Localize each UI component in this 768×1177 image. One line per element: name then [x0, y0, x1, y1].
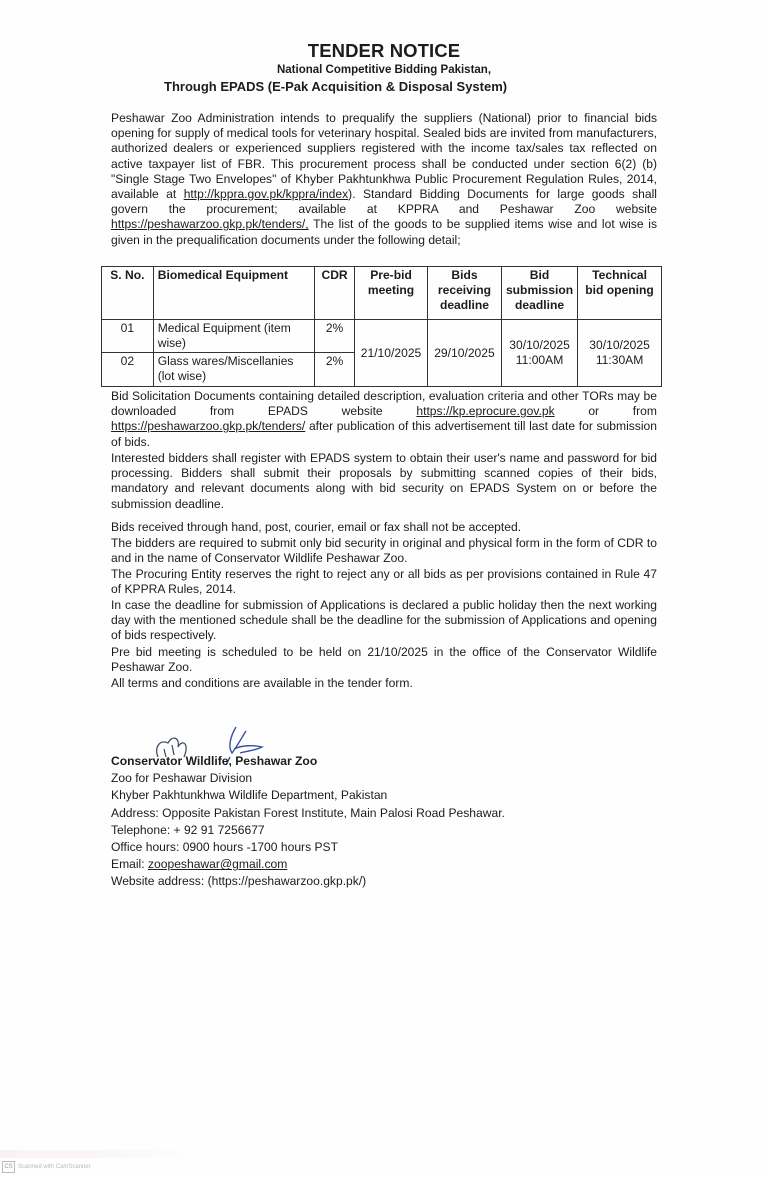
registration-paragraph: Interested bidders shall register with EPADS system to obtain their user's name and password for bid processing. Bidders shall submit their proposals by submitting scanned copies of their bids, mandatory and relevant documents along with bid security on EPADS System on or before the submission deadline. — [111, 451, 657, 511]
body-text: after publication of this advertisement till last date for submission of bids. — [111, 419, 657, 449]
intro-text: The list of the goods to be supplied items wise and lot wise is given in the prequalification documents under the following detail; — [111, 217, 657, 247]
opening-time: 11:30AM — [595, 353, 644, 367]
terms-paragraph: All terms and conditions are available in the tender form. — [111, 676, 413, 690]
submission-time: 11:00AM — [515, 353, 564, 367]
rejection-methods-paragraph: Bids received through hand, post, courier, email or fax shall not be accepted. — [111, 520, 522, 534]
cell-item: Medical Equipment (item wise) — [153, 320, 314, 353]
contact-website: Website address: (https://peshawarzoo.gkp.pk/) — [111, 874, 367, 889]
contact-division: Zoo for Peshawar Division — [111, 771, 253, 786]
submission-date: 30/10/2025 — [509, 338, 570, 352]
bid-security-paragraph: The bidders are required to submit only bid security in original and physical form in the form of CDR to and in the name of Conservator Wildlife Peshawar Zoo. — [111, 536, 657, 566]
subtitle-epads: Through EPADS (E-Pak Acquisition & Disposal System) — [164, 79, 508, 94]
page-title: TENDER NOTICE — [307, 40, 461, 61]
camscanner-icon: CS — [2, 1161, 15, 1173]
cell-sno: 01 — [102, 320, 154, 353]
col-header-cdr: CDR — [315, 267, 355, 320]
email-link[interactable]: zoopeshawar@gmail.com — [147, 857, 288, 872]
contact-block — [111, 753, 505, 891]
zoo-tenders-link[interactable]: https://peshawarzoo.gkp.pk/tenders/ — [111, 419, 306, 434]
solicitation-paragraph — [111, 389, 657, 450]
contact-email-line — [111, 856, 505, 873]
cell-item: Glass wares/Miscellanies (lot wise) — [153, 353, 314, 387]
scan-artifact — [0, 1150, 190, 1158]
kppra-link[interactable]: http://kppra.gov.pk/kppra/index — [183, 187, 349, 202]
reject-rights-paragraph: The Procuring Entity reserves the right to reject any or all bids as per provisions contained in Rule 47 of KPPRA Rules, 2014. — [111, 567, 657, 597]
tender-table — [101, 266, 662, 387]
holiday-paragraph: In case the deadline for submission of Applications is declared a public holiday then the next working day with the mentioned schedule shall be the deadline for the submission of Applications and opening of bids respectively. — [111, 598, 657, 643]
subtitle-bidding: National Competitive Bidding Pakistan, — [276, 64, 492, 76]
col-header-receiving: Bids receiving deadline — [428, 267, 502, 320]
body-text: or from — [554, 404, 657, 419]
email-label: Email: — [111, 857, 148, 872]
cell-cdr: 2% — [315, 320, 355, 353]
prebid-meeting-paragraph: Pre bid meeting is scheduled to be held on 21/10/2025 in the office of the Conservator Wildlife Peshawar Zoo. — [111, 645, 657, 675]
cell-sno: 02 — [102, 353, 154, 387]
body-text: Bid Solicitation Documents containing detailed description, evaluation criteria and other TORs may be downloaded from EPADS website — [111, 389, 657, 419]
contact-hours: Office hours: 0900 hours -1700 hours PST — [111, 840, 338, 855]
scanner-watermark — [2, 1161, 91, 1173]
col-header-submission: Bid submission deadline — [501, 267, 577, 320]
cell-opening — [578, 320, 662, 387]
contact-address: Address: Opposite Pakistan Forest Institute, Main Palosi Road Peshawar. — [111, 805, 505, 820]
intro-text: ). Standard Bidding Documents for large goods shall govern the procurement; available at KPPRA and Peshawar Zoo website — [111, 187, 657, 217]
table-header-row — [102, 267, 662, 320]
intro-text: Peshawar Zoo Administration intends to prequalify the suppliers (National) prior to financial bids opening for supply of medical tools for veterinary hospital. Sealed bids are invited from manufacturers, authorized dealers or experienced suppliers registered with the income tax/sales tax reflected on active taxpayer list of FBR. This procurement process shall be conducted under section 6(2) (b) "Single Stage Two Envelopes" of Khyber Pakhtunkhwa Public Procurement Regulation Rules, 2014, available at — [111, 111, 657, 202]
cell-receiving: 29/10/2025 — [428, 320, 502, 387]
contact-name: Conservator Wildlife, Peshawar Zoo — [111, 754, 318, 768]
cell-submission — [501, 320, 577, 387]
scanner-text: Scanned with CamScanner — [18, 1164, 91, 1170]
contact-department: Khyber Pakhtunkhwa Wildlife Department, Pakistan — [111, 788, 388, 803]
zoo-tenders-link[interactable]: https://peshawarzoo.gkp.pk/tenders/, — [111, 217, 309, 232]
col-header-prebid: Pre-bid meeting — [355, 267, 428, 320]
col-header-opening: Technical bid opening — [578, 267, 662, 320]
opening-date: 30/10/2025 — [589, 338, 650, 352]
contact-telephone: Telephone: + 92 91 7256677 — [111, 822, 265, 837]
cell-prebid: 21/10/2025 — [355, 320, 428, 387]
cell-cdr: 2% — [315, 353, 355, 387]
col-header-sno: S. No. — [102, 267, 154, 320]
table-row — [102, 320, 662, 353]
intro-paragraph — [111, 111, 657, 248]
eprocure-link[interactable]: https://kp.eprocure.gov.pk — [416, 404, 555, 419]
col-header-equipment: Biomedical Equipment — [153, 267, 314, 320]
